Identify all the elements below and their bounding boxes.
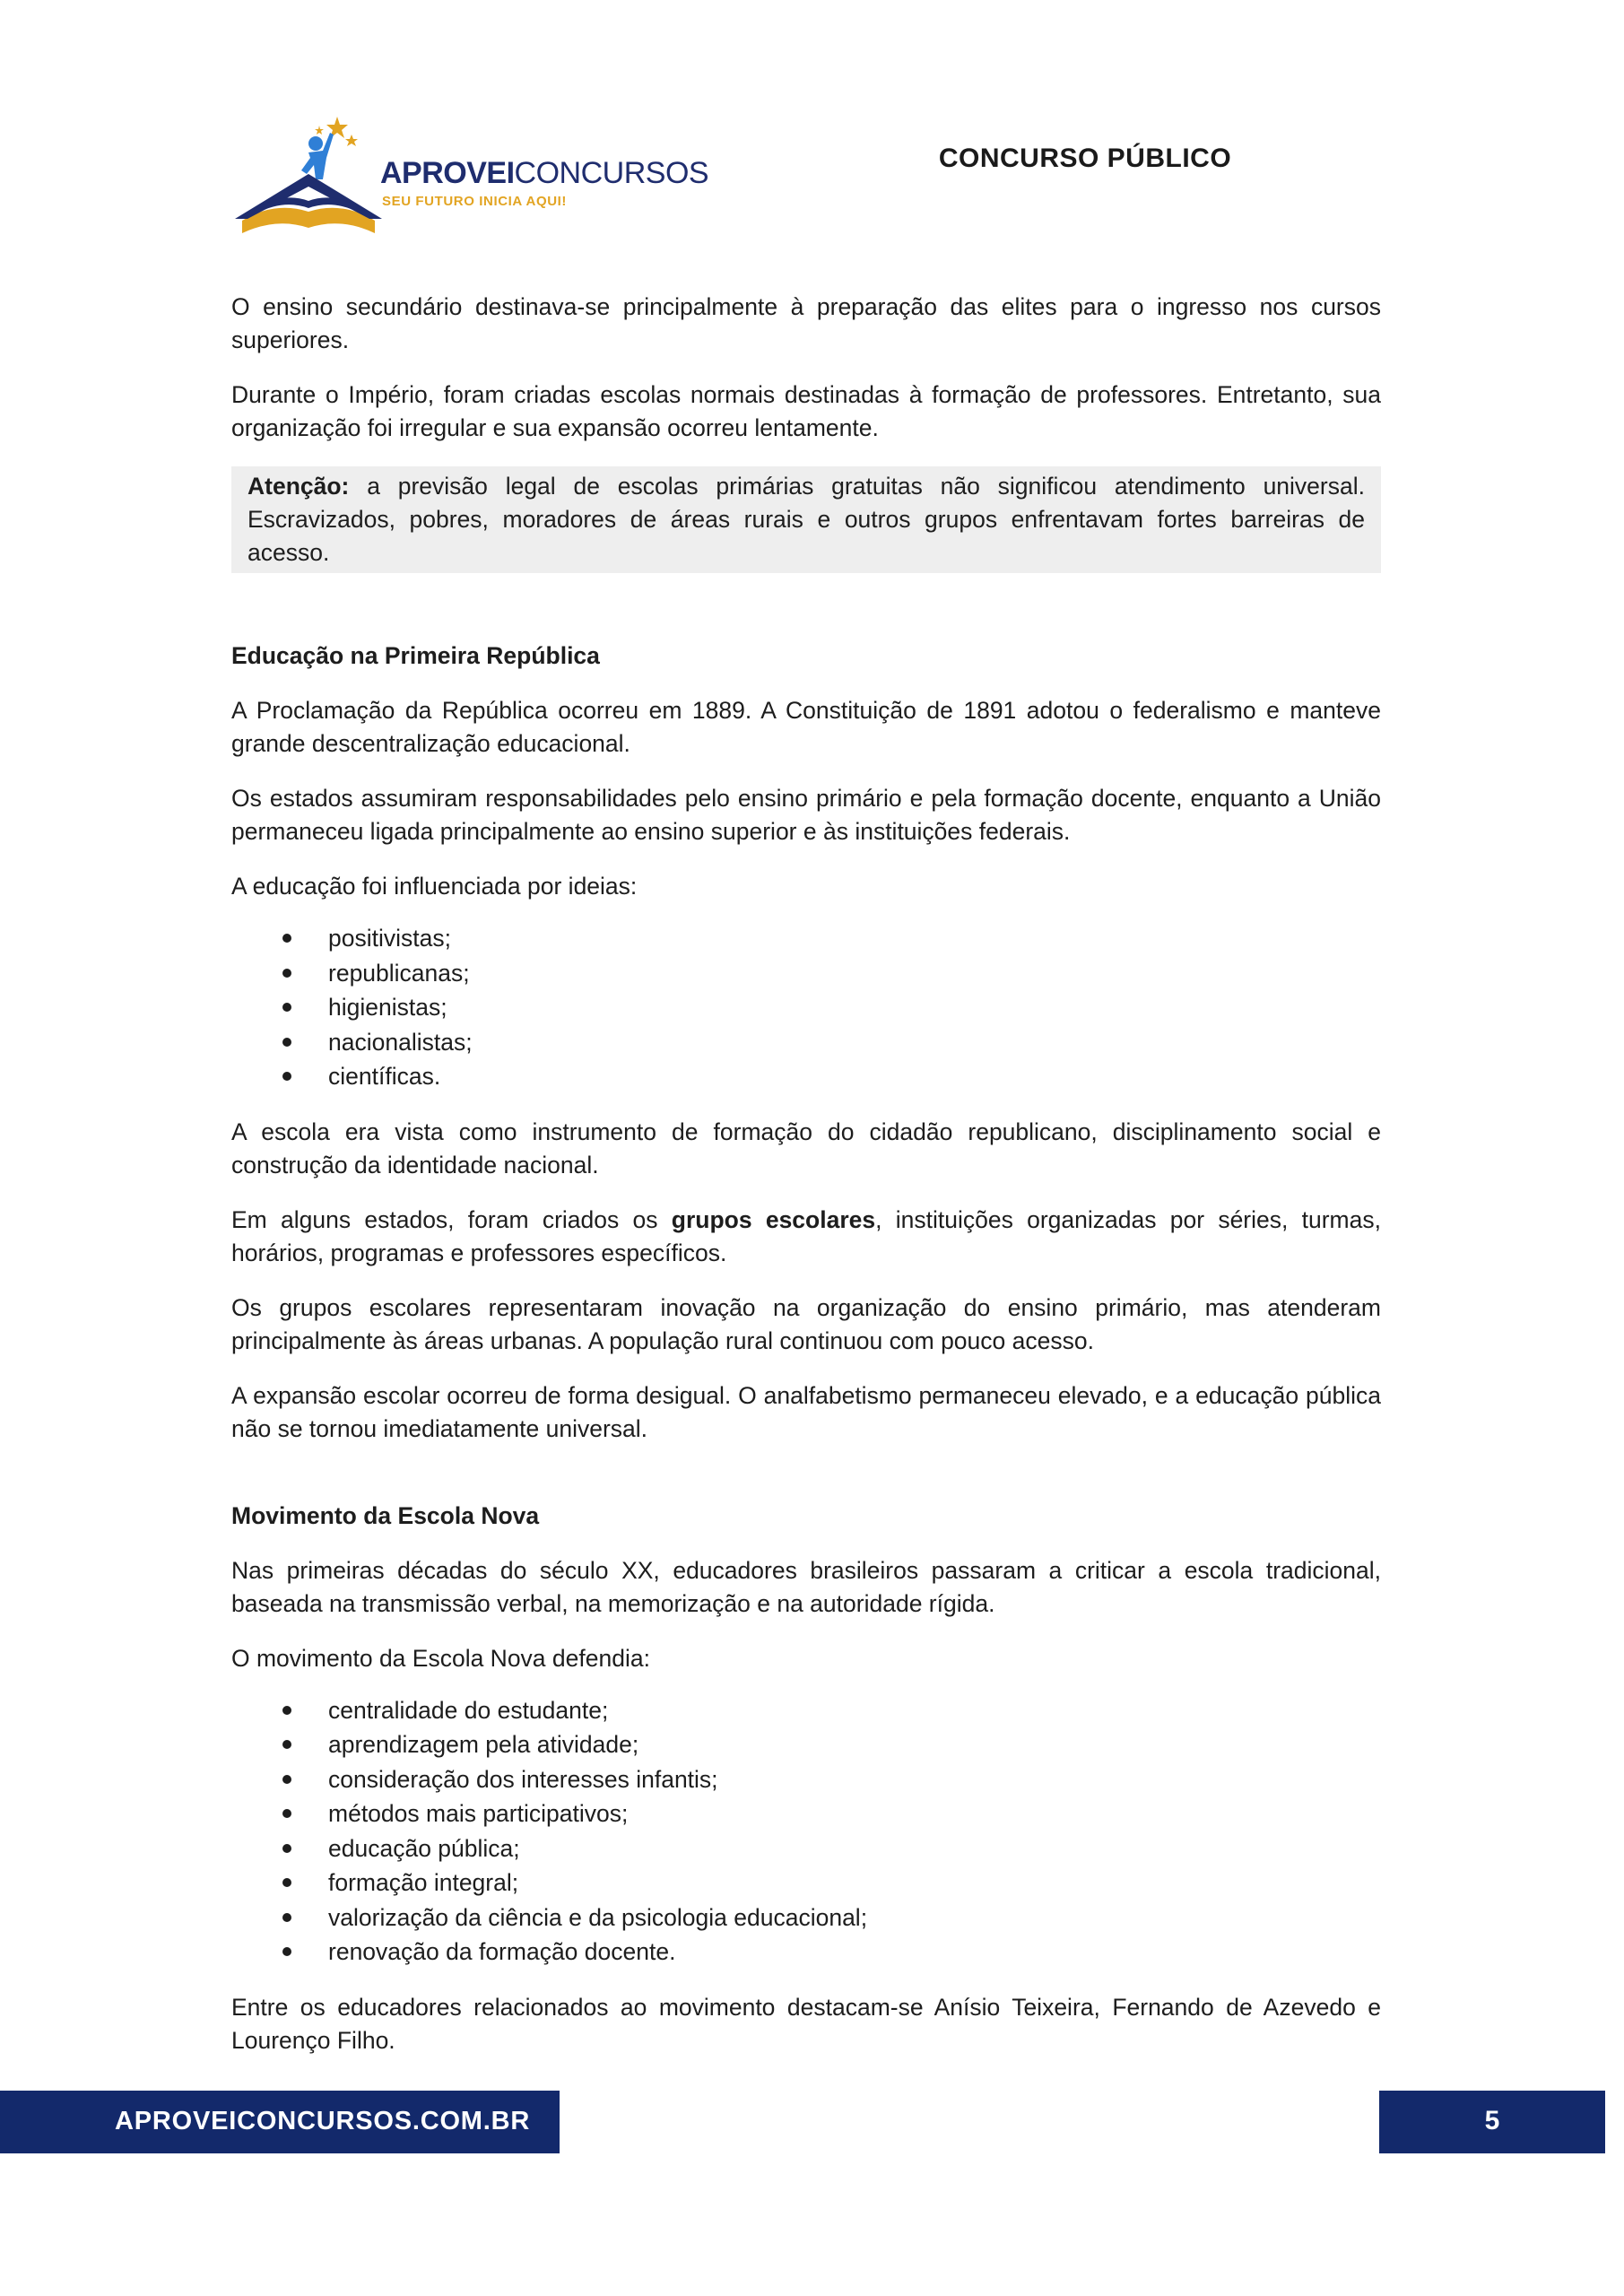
bullet-icon [282,1947,291,1956]
footer-site-banner [0,2091,560,2153]
book-person-icon [230,115,382,236]
list-item: aprendizagem pela atividade; [231,1727,1381,1762]
bold-term: grupos escolares [671,1205,876,1233]
brand-tagline: SEU FUTURO INICIA AQUI! [382,194,568,209]
footer-page-box [1379,2091,1605,2153]
brand-wordmark: APROVEICONCURSOS [380,156,709,190]
list-item: republicanas; [231,956,1381,991]
attention-text: a previsão legal de escolas primárias gratuitas não significou atendimento universal. Escravizados, pobres, moradores de áreas rurais e outros grupos enfrentavam fortes barreiras de acesso. [248,473,1365,566]
paragraph: A educação foi influenciada por ideias: [231,873,638,900]
bullet-icon [282,1775,291,1784]
attention-label: Atenção: [248,473,350,500]
paragraph: Entre os educadores relacionados ao movimento destacam-se Anísio Teixeira, Fernando de Azevedo e Lourenço Filho. [231,1993,1381,2054]
paragraph: Nas primeiras décadas do século XX, educadores brasileiros passaram a criticar a escola tradicional, baseada na transmissão verbal, na memorização e na autoridade rígida. [231,1556,1381,1617]
list-item: formação integral; [231,1866,1381,1900]
list-item: centralidade do estudante; [231,1693,1381,1728]
list-item: higienistas; [231,990,1381,1025]
paragraph: Os estados assumiram responsabilidades pelo ensino primário e pela formação docente, enquanto a União permaneceu ligada principalmente ao ensino superior e às instituições federais. [231,785,1381,845]
attention-note [231,466,1381,573]
list-item: renovação da formação docente. [231,1935,1381,1970]
bullet-icon [282,1003,291,1012]
document-body [231,291,1381,2079]
paragraph: A Proclamação da República ocorreu em 1889. A Constituição de 1891 adotou o federalismo e manteve grande descentralização educacional. [231,697,1381,757]
list-item: métodos mais participativos; [231,1796,1381,1831]
paragraph: O movimento da Escola Nova defendia: [231,1644,650,1672]
paragraph: A escola era vista como instrumento de formação do cidadão republicano, disciplinamento social e construção da identidade nacional. [231,1118,1381,1178]
paragraph: A expansão escolar ocorreu de forma desigual. O analfabetismo permaneceu elevado, e a educação pública não se tornou imediatamente universal. [231,1381,1381,1442]
bullet-icon [282,1878,291,1887]
paragraph: O ensino secundário destinava-se principalmente à preparação das elites para o ingresso nos cursos superiores. [231,293,1381,353]
bullet-icon [282,934,291,943]
ideas-list [231,921,1381,1094]
bullet-icon [282,1809,291,1818]
bullet-icon [282,969,291,978]
escola-nova-list [231,1693,1381,1970]
paragraph: Os grupos escolares representaram inovação na organização do ensino primário, mas atenderam principalmente às áreas urbanas. A população rural continuou com pouco acesso. [231,1293,1381,1354]
brand-logo [230,115,709,236]
list-item: positivistas; [231,921,1381,956]
page-number: 5 [1484,2106,1500,2135]
list-item: valorização da ciência e da psicologia educacional; [231,1900,1381,1935]
list-item: nacionalistas; [231,1025,1381,1060]
bullet-icon [282,1072,291,1081]
bullet-icon [282,1740,291,1749]
bullet-icon [282,1706,291,1715]
section-heading-escola-nova: Movimento da Escola Nova [231,1501,540,1529]
paragraph: Durante o Império, foram criadas escolas normais destinadas à formação de professores. Entretanto, sua organização foi irregular e sua expansão ocorreu lentamente. [231,381,1381,441]
list-item: consideração dos interesses infantis; [231,1762,1381,1797]
bullet-icon [282,1038,291,1047]
section-heading-primeira-republica: Educação na Primeira República [231,642,600,669]
paragraph: Em alguns estados, foram criados os grupos escolares, instituições organizadas por séries, turmas, horários, programas e professores específicos. [231,1205,1381,1266]
header-title: CONCURSO PÚBLICO [938,144,1232,173]
list-item: científicas. [231,1059,1381,1094]
list-item: educação pública; [231,1831,1381,1866]
bullet-icon [282,1844,291,1853]
bullet-icon [282,1913,291,1922]
footer-site-url: APROVEICONCURSOS.COM.BR [115,2107,531,2135]
